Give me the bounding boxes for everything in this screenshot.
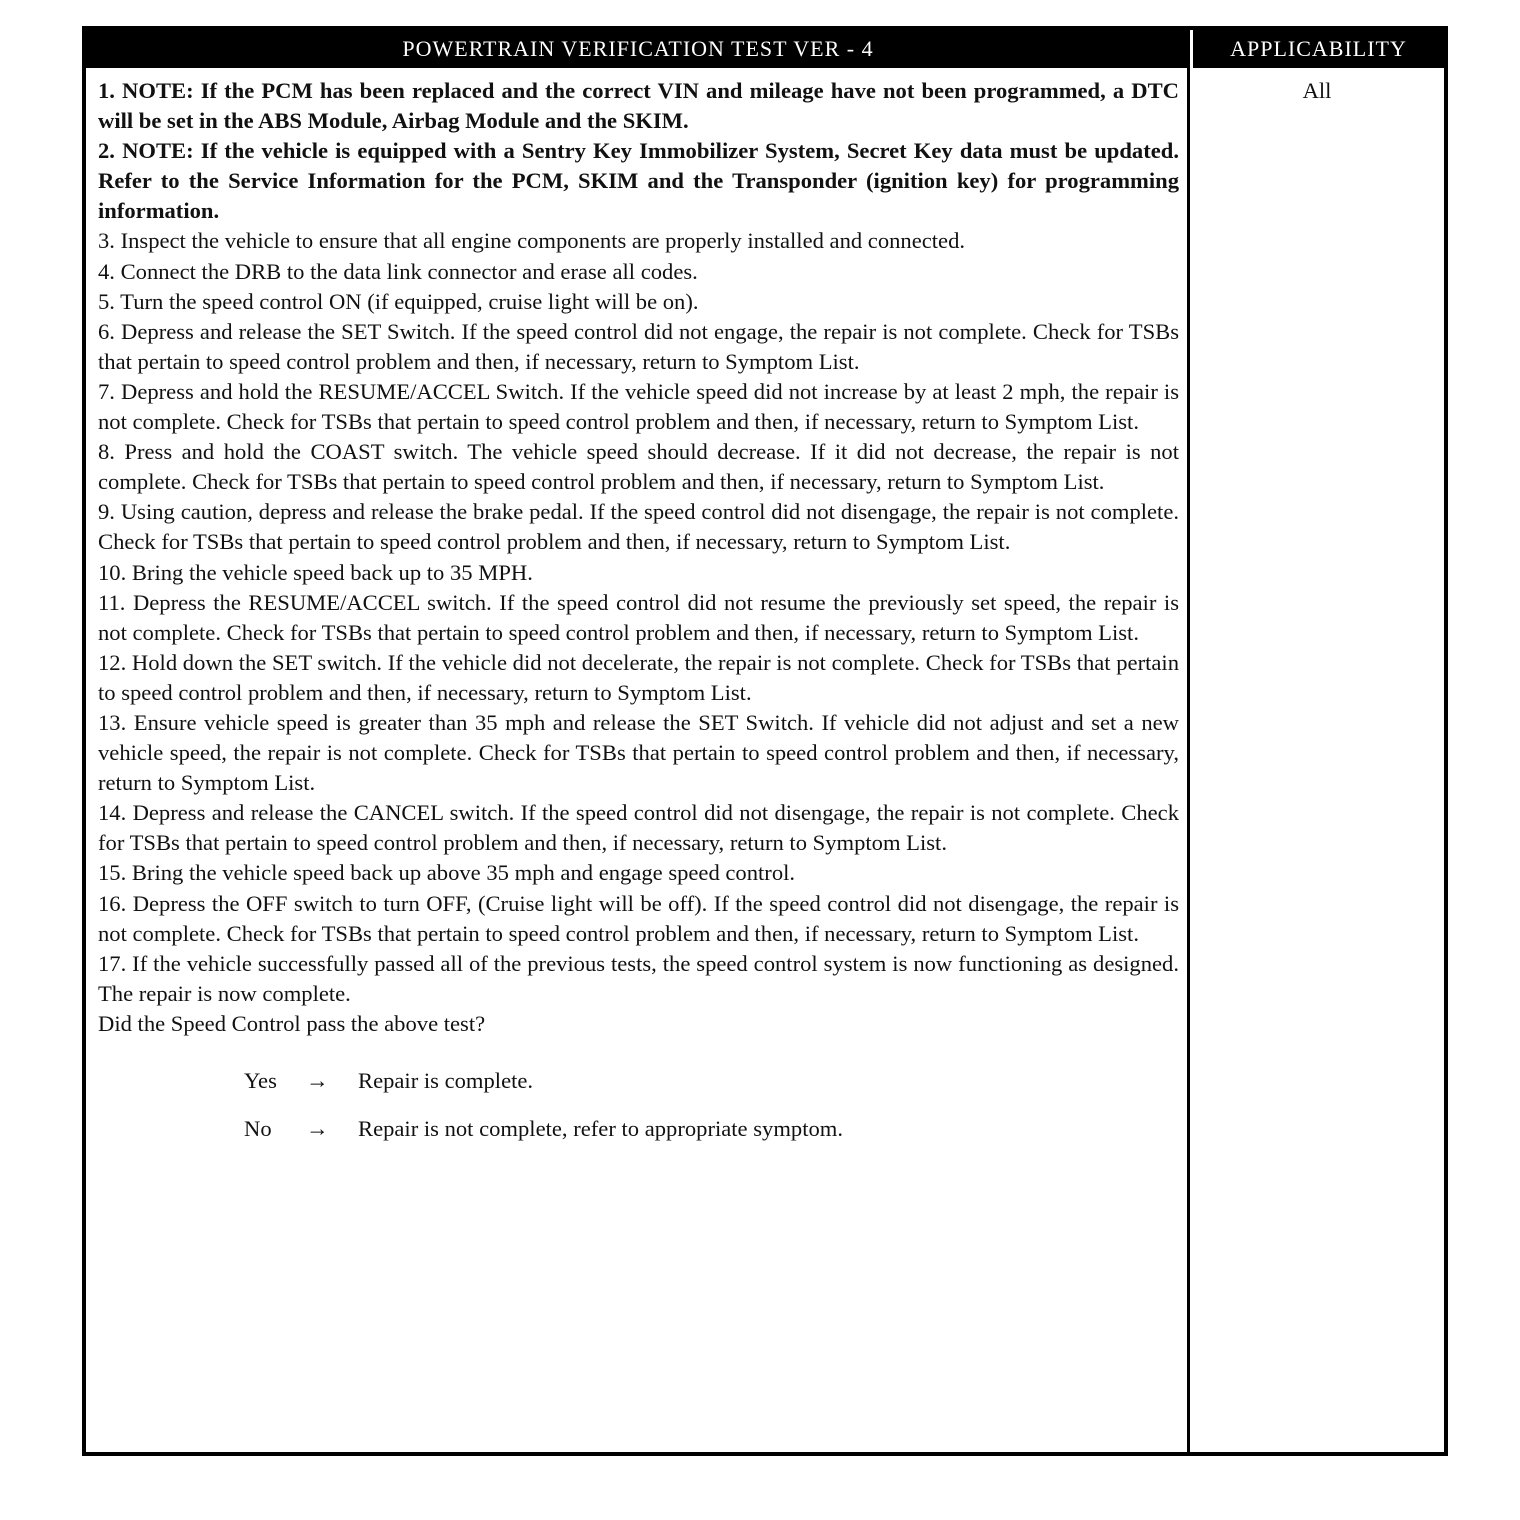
right-arrow-icon: → [306, 1115, 329, 1141]
procedure-step: 9. Using caution, depress and release the brake pedal. If the speed control did not disengage, the repair is not complete. Check for TSBs that pertain to speed control problem and then, if necessary, return to Symptom List. [98, 499, 1179, 555]
procedure-step: 3. Inspect the vehicle to ensure that all engine components are properly installed and connected. [98, 228, 966, 254]
answer-list [98, 1057, 1179, 1153]
procedure-step: 2. NOTE: If the vehicle is equipped with a Sentry Key Immobilizer System, Secret Key data must be updated. Refer to the Service Information for the PCM, SKIM and the Transponder (ignition key) for programming information. [98, 138, 1179, 224]
answer-row [98, 1105, 1179, 1153]
procedure-step: 13. Ensure vehicle speed is greater than 35 mph and release the SET Switch. If vehicle did not adjust and set a new vehicle speed, the repair is not complete. Check for TSBs that pertain to speed control problem and then, if necessary, return to Symptom List. [98, 709, 1179, 796]
procedure-step: 11. Depress the RESUME/ACCEL switch. If the speed control did not resume the previously set speed, the repair is not complete. Check for TSBs that pertain to speed control problem and then, if necessary, return to Symptom List. [98, 589, 1179, 645]
table-body-row [86, 68, 1444, 1452]
table-header-row [86, 30, 1444, 68]
procedure-step: 1. NOTE: If the PCM has been replaced and the correct VIN and mileage have not been programmed, a DTC will be set in the ABS Module, Airbag Module and the SKIM. [98, 78, 1179, 134]
applicability-value: All [1302, 78, 1332, 103]
procedure-step: 6. Depress and release the SET Switch. If the speed control did not engage, the repair is not complete. Check for TSBs that pertain to speed control problem and then, if necessary, return to Symptom List. [98, 318, 1179, 374]
verification-test-table [82, 26, 1448, 1456]
answer-key: Yes [244, 1067, 277, 1093]
answer-key: No [244, 1115, 272, 1141]
answer-text: Repair is complete. [358, 1067, 534, 1093]
right-arrow-icon: → [306, 1067, 329, 1093]
procedure-step: 17. If the vehicle successfully passed all of the previous tests, the speed control system is now functioning as designed. The repair is now complete. [98, 950, 1179, 1006]
procedure-step: 12. Hold down the SET switch. If the vehicle did not decelerate, the repair is not complete. Check for TSBs that pertain to speed control problem and then, if necessary, return to Symptom List. [98, 649, 1179, 705]
procedure-steps [98, 76, 1179, 1009]
procedure-step: 15. Bring the vehicle speed back up above 35 mph and engage speed control. [98, 860, 796, 886]
answer-row [98, 1057, 1179, 1105]
procedure-step: 7. Depress and hold the RESUME/ACCEL Switch. If the vehicle speed did not increase by at least 2 mph, the repair is not complete. Check for TSBs that pertain to speed control problem and then, if necessary, return to Symptom List. [98, 378, 1179, 435]
procedure-step: 5. Turn the speed control ON (if equipped, cruise light will be on). [98, 288, 699, 314]
procedure-step: 16. Depress the OFF switch to turn OFF, (Cruise light will be off). If the speed control did not disengage, the repair is not complete. Check for TSBs that pertain to speed control problem and then, if necessary, return to Symptom List. [98, 890, 1179, 946]
applicability-header: APPLICABILITY [1230, 36, 1407, 61]
procedure-step: 14. Depress and release the CANCEL switch. If the speed control did not disengage, the repair is not complete. Check for TSBs that pertain to speed control problem and then, if necessary, return to Symptom List. [98, 800, 1179, 856]
test-title: POWERTRAIN VERIFICATION TEST VER - 4 [86, 30, 1193, 68]
test-question: Did the Speed Control pass the above test? [98, 1010, 486, 1036]
procedure-step: 10. Bring the vehicle speed back up to 35 MPH. [98, 559, 533, 585]
procedure-step: 4. Connect the DRB to the data link connector and erase all codes. [98, 258, 698, 284]
procedure-cell [86, 68, 1190, 1452]
procedure-step: 8. Press and hold the COAST switch. The vehicle speed should decrease. If it did not decrease, the repair is not complete. Check for TSBs that pertain to speed control problem and then, if necessary, return to Symptom List. [98, 439, 1179, 495]
answer-text: Repair is not complete, refer to appropriate symptom. [358, 1115, 843, 1141]
